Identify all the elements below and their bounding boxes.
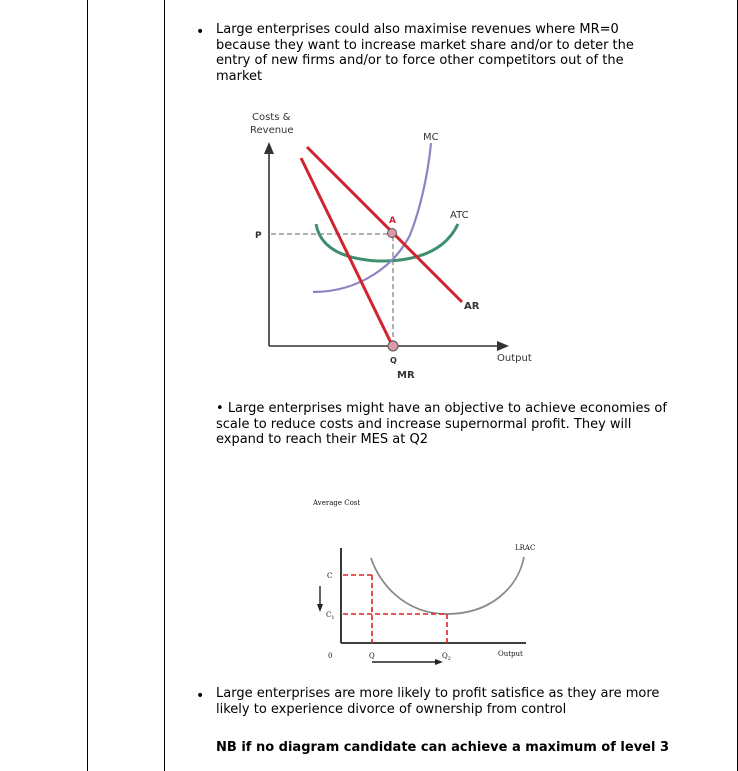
bullet-glyph-inline: • (216, 401, 224, 416)
mc-label: MC (423, 132, 439, 143)
price-label: P (255, 231, 262, 241)
atc-label: ATC (450, 210, 469, 221)
x-axis-label: Output (498, 650, 523, 658)
lrac-label: LRAC (515, 544, 536, 552)
mr-label: MR (397, 370, 415, 381)
c1-label (326, 611, 335, 621)
y-axis-label: Average Cost (313, 499, 361, 507)
origin-label: 0 (328, 652, 333, 660)
point-q-label: Q (390, 356, 397, 365)
c1-letter: C (326, 611, 332, 619)
q2-letter: Q (442, 652, 448, 660)
point-a-label: A (389, 216, 396, 226)
bullet-text-profit-satisfice: Large enterprises are more likely to profit satisfice as they are more likely to experience divorce of ownership from control (216, 686, 660, 717)
bullet-text-revenue-max: Large enterprises could also maximise revenues where MR=0 because they want to increase market share and/or to deter the entry of new firms and/or to force other competitors out of the market (216, 22, 634, 84)
bullet-text: Large enterprises might have an objective to achieve economies of scale to reduce costs and increase supernormal profit. They will expand to reach their MES at Q2 (216, 401, 667, 447)
c-label: C (327, 572, 333, 580)
q-label: Q (369, 652, 375, 660)
y-axis-label-costs: Costs & (252, 112, 291, 123)
ar-label: AR (464, 301, 480, 312)
nb-note: NB if no diagram candidate can achieve a maximum of level 3 (216, 740, 670, 755)
x-axis-label: Output (497, 353, 532, 364)
y-axis-label-revenue: Revenue (250, 125, 294, 136)
cost-fall-arrowhead (317, 604, 323, 612)
c1-subscript: 1 (331, 615, 335, 621)
q2-label (442, 652, 451, 662)
bullet-glyph: • (196, 24, 205, 40)
lrac-curve (371, 557, 524, 614)
q2-subscript: 2 (447, 656, 451, 662)
bullet-glyph: • (196, 688, 205, 704)
